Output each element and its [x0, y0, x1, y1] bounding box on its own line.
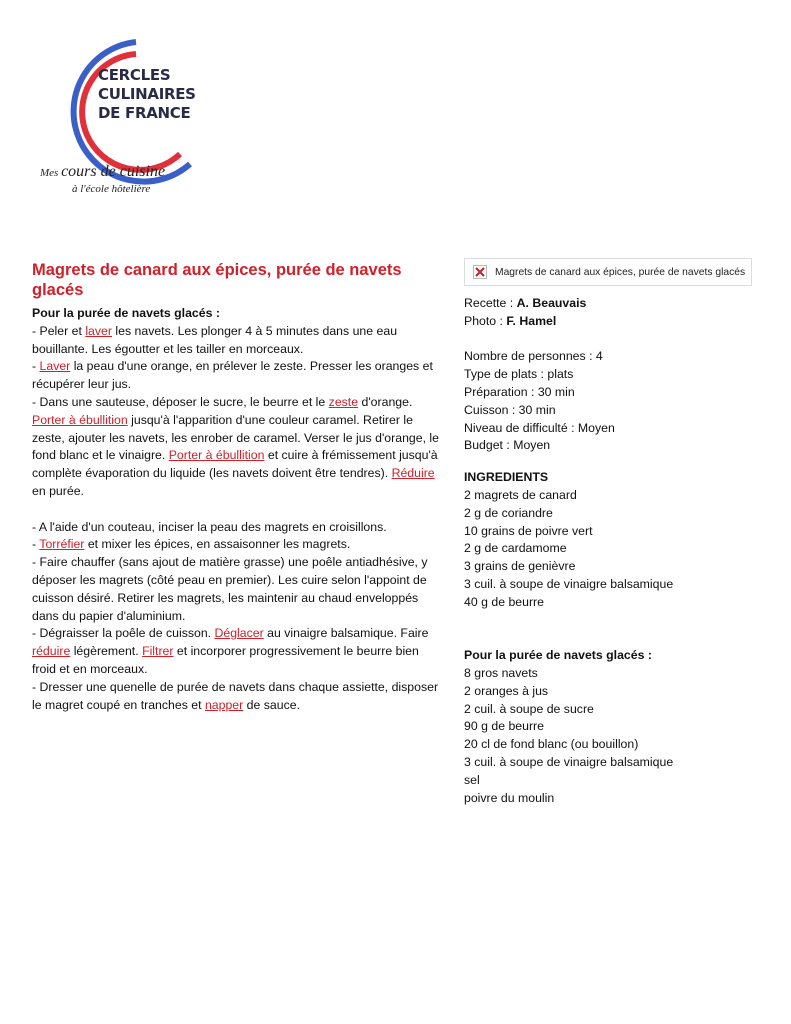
ingredient-item: 10 grains de poivre vert	[464, 523, 593, 538]
ingredients-heading: INGREDIENTS	[464, 470, 549, 485]
tagline-part-1: Mes	[40, 167, 62, 179]
logo-line-2: CULINAIRES	[98, 85, 196, 103]
step-4: - A l'aide d'un couteau, inciser la peau des magrets en croisillons.	[32, 519, 387, 534]
preparation-time: Préparation : 30 min	[464, 384, 575, 399]
puree-item: 20 cl de fond blanc (ou bouillon)	[464, 737, 639, 752]
tagline	[40, 163, 165, 196]
tagline-part-2: cours de cuisine	[61, 163, 166, 180]
instructions	[32, 305, 444, 714]
puree-heading: Pour la purée de navets glacés :	[464, 648, 652, 663]
difficulte: Niveau de difficulté : Moyen	[464, 420, 615, 435]
broken-image-icon	[473, 265, 487, 279]
step-2: - Laver la peau d'une orange, en prélever le zeste. Presser les oranges et récupérer leur jus.	[32, 359, 433, 392]
logo-text	[98, 66, 196, 123]
link-porter-ebullition[interactable]: Porter à ébullition	[32, 412, 128, 427]
ingredient-item: 3 cuil. à soupe de vinaigre balsamique	[464, 576, 674, 591]
puree-item: 2 oranges à jus	[464, 683, 549, 698]
budget: Budget : Moyen	[464, 438, 551, 453]
link-laver-2[interactable]: Laver	[39, 359, 71, 374]
step-8: - Dresser une quenelle de purée de navets dans chaque assiette, disposer le magret coupé en tranches et napper de sauce.	[32, 679, 439, 712]
photo-alt-text: Magrets de canard aux épices, purée de navets glacés	[495, 266, 746, 278]
recette-credit: Recette : A. Beauvais	[464, 296, 587, 310]
ingredient-item: 40 g de beurre	[464, 594, 544, 609]
puree-item: 8 gros navets	[464, 665, 538, 680]
cuisson-time: Cuisson : 30 min	[464, 402, 556, 417]
link-zeste[interactable]: zeste	[328, 394, 359, 409]
link-filtrer[interactable]: Filtrer	[142, 644, 174, 659]
link-porter-ebullition-2[interactable]: Porter à ébullition	[168, 448, 265, 463]
ingredient-item: 2 g de coriandre	[464, 505, 553, 520]
puree-item: 3 cuil. à soupe de vinaigre balsamique	[464, 754, 674, 769]
link-laver[interactable]: laver	[85, 323, 112, 338]
recipe-title: Magrets de canard aux épices, purée de navets glacés	[32, 261, 402, 299]
link-reduire[interactable]: Réduire	[391, 466, 435, 481]
recipe-info	[464, 295, 764, 807]
step-3: - Dans une sauteuse, déposer le sucre, le beurre et le zeste d'orange. Porter à ébullition jusqu'à l'apparition d'une couleur caramel. Retirer le zeste, ajouter les navets, les enrober de caramel. Verser le jus d'orange, le fond blanc et le vinaigre. Porter à ébullition et cuire à frémissement jusqu'à complète évaporation du liquide (les navets doivent être tendres). Réduire en purée.	[32, 394, 439, 498]
step-1: - Peler et laver les navets. Les plonger 4 à 5 minutes dans une eau bouillante. Les égoutter et les tailler en morceaux.	[32, 323, 398, 356]
puree-item: 2 cuil. à soupe de sucre	[464, 701, 594, 716]
nombre-personnes: Nombre de personnes : 4	[464, 349, 603, 364]
ingredient-item: 2 magrets de canard	[464, 487, 577, 502]
instructions-subtitle: Pour la purée de navets glacés :	[32, 306, 220, 320]
ingredients-list	[464, 487, 764, 612]
tagline-part-3: à l'école hôtelière	[72, 183, 151, 195]
puree-item: sel	[464, 772, 480, 787]
recipe-photo	[464, 258, 752, 286]
link-deglacer[interactable]: Déglacer	[214, 626, 264, 641]
logo-line-1: CERCLES	[98, 66, 171, 84]
type-plats: Type de plats : plats	[464, 367, 574, 382]
ingredient-item: 3 grains de genièvre	[464, 559, 576, 574]
puree-item: poivre du moulin	[464, 790, 555, 805]
puree-ingredients-list	[464, 665, 764, 807]
logo-line-3: DE FRANCE	[98, 104, 191, 122]
puree-item: 90 g de beurre	[464, 719, 544, 734]
step-5: - Torréfier et mixer les épices, en assaisonner les magrets.	[32, 537, 351, 552]
step-6: - Faire chauffer (sans ajout de matière grasse) une poêle antiadhésive, y déposer les magrets (côté peau en premier). Les cuire selon l'appoint de cuisson désiré. Retirer les magrets, les maintenir au chaud enveloppés dans du papier d'aluminium.	[32, 555, 428, 623]
step-7: - Dégraisser la poêle de cuisson. Déglacer au vinaigre balsamique. Faire réduire légèrement. Filtrer et incorporer progressivement le beurre bien froid et en morceaux.	[32, 626, 429, 676]
ingredient-item: 2 g de cardamome	[464, 541, 567, 556]
link-torrefier[interactable]: Torréfier	[39, 537, 85, 552]
link-reduire-2[interactable]: réduire	[32, 644, 71, 659]
link-napper[interactable]: napper	[204, 697, 244, 712]
photo-credit: Photo : F. Hamel	[464, 313, 557, 328]
